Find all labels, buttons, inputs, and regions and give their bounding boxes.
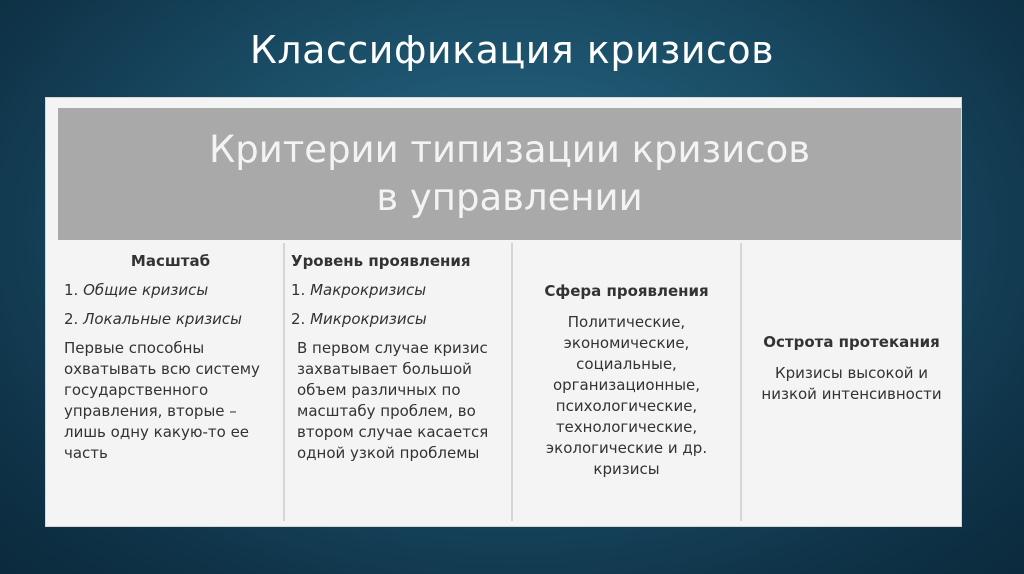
list-item-text: Локальные кризисы [83,310,243,328]
list-item-number: 1. [64,281,79,299]
column-body-text: Кризисы высокой и низкой интенсивности [761,364,942,403]
column-heading: Сфера проявления [544,282,709,300]
list-item [64,309,277,330]
column-heading: Масштаб [130,252,211,270]
column-level [285,243,513,521]
list-item [64,280,277,301]
list-item-text: Микрокризисы [310,310,427,328]
list-item [291,309,505,330]
list-item-number: 2. [64,310,79,328]
list-item-number: 1. [291,281,306,299]
classification-table [45,97,962,527]
column-body-text: Политические, экономические, социальные, организационные, психологические, технологические, экологические и др. кризисы [545,313,708,478]
column-heading: Уровень проявления [291,252,471,270]
table-header [58,108,961,240]
column-body-text: Первые способны охватывать всю систему государственного управления, вторые – лишь одну какую-то ее часть [64,339,260,462]
list-item-number: 2. [291,310,306,328]
list-item-text: Общие кризисы [83,281,209,299]
column-sphere [513,243,742,521]
list-item [291,280,505,301]
list-item-text: Макрокризисы [310,281,427,299]
column-body-text: В первом случае кризис захватывает большой объем различных по масштабу проблем, во втором случае касается одной узкой проблемы [297,339,489,462]
column-scale [58,243,285,521]
table-columns [58,243,961,521]
slide-title: Классификация кризисов [249,28,775,72]
column-severity [742,243,961,521]
table-header-line-1: Критерии типизации кризисов [208,128,811,171]
column-heading: Острота протекания [763,333,940,351]
table-header-line-2: в управлении [376,176,643,219]
